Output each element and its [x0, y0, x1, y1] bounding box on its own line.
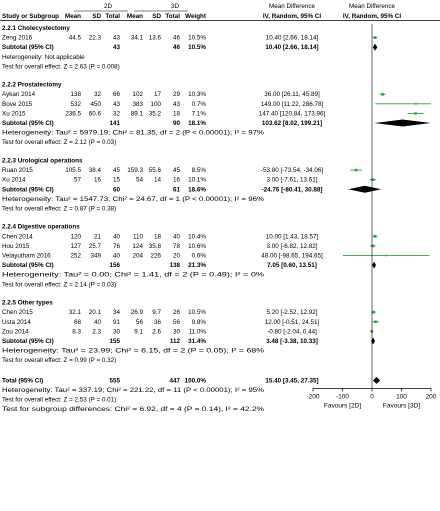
study-total-2d: 76	[112, 242, 120, 250]
study-marker-point	[414, 112, 416, 114]
study-weight: 10.4%	[188, 233, 206, 241]
subtotal-weight: 21.3%	[188, 262, 206, 270]
study-mean-2d: 44.5	[68, 34, 81, 42]
subtotal-total-2d: 155	[109, 337, 120, 345]
header-2d: 2D	[103, 3, 113, 10]
study-ci: 149.00 [11.22, 286.78]	[260, 100, 324, 108]
study-weight: 0.7%	[191, 100, 206, 108]
study-ci: 12.00 [-0.51, 24.51]	[264, 318, 320, 326]
study-total-2d: 32	[112, 110, 120, 118]
study-weight: 10.3%	[188, 91, 206, 99]
subtotal-total-3d: 112	[169, 337, 180, 345]
study-sd-2d: 349	[90, 252, 101, 260]
study-total-3d: 56	[172, 318, 180, 326]
study-ci: 3.00 [-7.61, 13.61]	[266, 176, 318, 184]
study-mean-2d: 105.5	[65, 167, 81, 175]
study-total-2d: 30	[112, 328, 120, 336]
study-marker-point	[355, 169, 358, 172]
study-sd-3d: 226	[150, 252, 161, 260]
study-total-3d: 18	[172, 110, 180, 118]
study-total-2d: 43	[112, 100, 120, 108]
subtotal-ci: -24.76 [-80.41, 30.88]	[261, 186, 323, 194]
study-sd-3d: 100	[150, 100, 161, 108]
study-ci: 48.00 [-98.65, 194.65]	[261, 252, 323, 260]
subtotal-ci: 7.05 [0.60, 13.51]	[267, 262, 317, 270]
study-name: Hou 2015	[2, 242, 30, 250]
study-name: Ruan 2015	[2, 167, 33, 175]
subtotal-diamond	[372, 262, 376, 269]
study-name: Zeng 2016	[2, 34, 33, 42]
study-ci: 10.00 [1.43, 18.57]	[265, 233, 319, 241]
overall-effect-text: Test for overall effect: Z = 2.14 (P = 0.03)	[2, 281, 117, 289]
study-marker-point	[372, 311, 375, 314]
subtotal-label: Subtotal (95% CI)	[2, 262, 54, 270]
study-total-3d: 16	[172, 176, 180, 184]
study-sd-2d: 25.7	[88, 242, 101, 250]
study-sd-2d: 16	[93, 176, 101, 184]
study-marker-point	[374, 320, 377, 323]
study-mean-3d: 26.9	[130, 309, 143, 317]
subgroup-title: 2.2.5 Other types	[2, 299, 53, 307]
study-sd-2d: 450	[90, 100, 101, 108]
subgroup-title: 2.2.4 Digestive operations	[2, 223, 80, 231]
subtotal-diamond	[374, 120, 430, 127]
x-axis-tick-label: 0	[370, 393, 374, 401]
subtotal-diamond	[371, 337, 375, 344]
study-total-2d: 43	[112, 34, 120, 42]
study-marker-point	[381, 93, 384, 96]
subtotal-diamond	[373, 44, 378, 51]
study-ci: 10.40 [2.66, 18.14]	[265, 34, 319, 42]
study-mean-3d: 204	[132, 252, 143, 260]
subtotal-label: Subtotal (95% CI)	[2, 186, 54, 194]
study-marker-point	[374, 235, 377, 238]
study-mean-3d: 102	[132, 91, 143, 99]
study-mean-3d: 34.1	[130, 34, 143, 42]
study-sd-2d: 22.3	[88, 34, 101, 42]
header-col-0: Study or Subgroup	[2, 13, 60, 20]
study-sd-3d: 55.6	[148, 167, 161, 175]
study-name: Aykan 2014	[2, 91, 36, 99]
study-total-3d: 30	[172, 328, 180, 336]
total-overall-effect-text: Test for overall effect: Z = 2.53 (P = 0.01)	[2, 396, 117, 404]
study-total-2d: 40	[112, 233, 120, 241]
study-total-2d: 15	[112, 176, 120, 184]
study-name: Zou 2014	[2, 328, 29, 336]
study-name: Usta 2014	[2, 318, 31, 326]
header-col-9: IV, Random, 95% CI	[342, 13, 402, 20]
study-total-3d: 40	[172, 233, 180, 241]
study-ci: 3.00 [-6.82, 12.82]	[266, 242, 318, 250]
subgroup-title: 2.2.3 Urological operations	[2, 157, 83, 165]
study-name: Xu 2015	[2, 110, 26, 118]
subtotal-weight: 18.1%	[188, 120, 206, 128]
study-weight: 0.6%	[191, 252, 206, 260]
study-weight: 7.1%	[191, 110, 206, 118]
subtotal-total-2d: 141	[109, 120, 120, 128]
subgroup-differences-text: Test for subgroup differences: Chi² = 6.92, df = 4 (P = 0.14), I² = 42.2%	[2, 406, 265, 414]
study-weight: 10.1%	[188, 176, 206, 184]
study-mean-2d: 68	[73, 318, 81, 326]
study-total-2d: 91	[112, 318, 120, 326]
overall-effect-text: Test for overall effect: Z = 0.87 (P = 0.38)	[2, 205, 117, 213]
total-diamond	[373, 377, 380, 384]
study-sd-3d: 36	[153, 318, 161, 326]
study-total-3d: 26	[172, 309, 180, 317]
heterogeneity-text: Heterogeneity: Not applicable	[2, 53, 85, 61]
study-mean-2d: 57	[73, 176, 81, 184]
study-weight: 9.8%	[191, 318, 206, 326]
study-total-3d: 78	[172, 242, 180, 250]
study-weight: 10.5%	[188, 309, 206, 317]
study-mean-3d: 110	[132, 233, 143, 241]
favours-left-label: Favours [2D]	[323, 402, 362, 410]
header-col-7: Weight	[185, 13, 206, 20]
subtotal-weight: 18.6%	[188, 186, 206, 194]
study-mean-3d: 383	[132, 100, 143, 108]
study-ci: 5.20 [-2.52, 12.92]	[266, 309, 318, 317]
total-label: Total (95% CI)	[2, 377, 44, 385]
header-mean-difference-plot: Mean Difference	[348, 3, 396, 10]
total-ci: 15.40 [3.45, 27.35]	[265, 377, 319, 385]
study-total-3d: 29	[172, 91, 180, 99]
study-name: Chen 2015	[2, 309, 33, 317]
subtotal-ci: 10.40 [2.66, 18.14]	[265, 44, 319, 52]
study-ci: -0.80 [-2.04, 0.44]	[267, 328, 317, 336]
study-sd-3d: 13.6	[148, 34, 161, 42]
x-axis-tick-label: -200	[306, 393, 320, 401]
study-mean-2d: 236.5	[65, 110, 81, 118]
study-sd-2d: 2.3	[92, 328, 101, 336]
study-mean-3d: 56	[135, 318, 143, 326]
study-ci: 147.40 [120.84, 173.96]	[258, 110, 326, 118]
overall-effect-text: Test for overall effect: Z = 2.63 (P = 0.008)	[2, 63, 120, 71]
overall-effect-text: Test for overall effect: Z = 2.12 (P = 0.03)	[2, 139, 117, 147]
study-mean-3d: 89.1	[130, 110, 143, 118]
x-axis-tick-label: -100	[335, 393, 350, 401]
study-sd-2d: 21	[93, 233, 101, 241]
subtotal-total-2d: 43	[112, 44, 120, 52]
header-col-1: Mean	[64, 13, 81, 20]
heterogeneity-text: Heterogeneity: Tau² = 0.00; Chi² = 1.41, df = 2 (P = 0.49); I² = 0%	[2, 271, 265, 279]
header-mean-difference: Mean Difference	[268, 3, 316, 10]
study-sd-3d: 35.8	[148, 242, 161, 250]
study-total-3d: 45	[172, 167, 180, 175]
x-axis-tick-label: 200	[425, 393, 437, 401]
study-marker-point	[385, 255, 387, 257]
subtotal-weight: 10.5%	[188, 44, 206, 52]
header-3d: 3D	[170, 3, 180, 10]
subtotal-weight: 31.4%	[188, 337, 206, 345]
study-name: Bove 2015	[2, 100, 33, 108]
study-sd-3d: 18	[153, 233, 161, 241]
subtotal-total-3d: 138	[169, 262, 180, 270]
study-total-2d: 45	[112, 167, 120, 175]
subgroup-title: 2.2.2 Prostatectomy	[2, 81, 62, 89]
study-mean-2d: 252	[70, 252, 81, 260]
total-total-3d: 447	[169, 377, 180, 385]
study-sd-2d: 32	[93, 91, 101, 99]
study-total-3d: 46	[172, 34, 180, 42]
study-mean-2d: 532	[70, 100, 81, 108]
header-col-3: Total	[105, 13, 120, 20]
study-total-2d: 40	[112, 252, 120, 260]
study-total-3d: 20	[172, 252, 180, 260]
heterogeneity-text: Heterogeneity: Tau² = 23.99; Chi² = 6.15, df = 2 (P = 0.05); I² = 68%	[2, 347, 265, 355]
study-sd-3d: 17	[153, 91, 161, 99]
heterogeneity-text: Heterogeneity: Tau² = 5979.19; Chi² = 81.35, df = 2 (P < 0.00001); I² = 97%	[2, 129, 265, 137]
study-name: Chen 2014	[2, 233, 33, 241]
study-weight: 11.0%	[188, 328, 206, 336]
study-sd-3d: 14	[153, 176, 161, 184]
study-name: Xu 2014	[2, 176, 26, 184]
subtotal-label: Subtotal (95% CI)	[2, 337, 54, 345]
total-heterogeneity-text: Heterogeneity: Tau² = 337.19; Chi² = 221.22, df = 11 (P < 0.00001); I² = 95%	[2, 387, 265, 394]
subtotal-total-2d: 156	[109, 262, 120, 270]
study-mean-2d: 120	[70, 233, 81, 241]
study-weight: 8.5%	[191, 167, 206, 175]
study-ci: -53.80 [-73.54, -34.06]	[260, 167, 324, 175]
subtotal-ci: 3.48 [-3.38, 10.33]	[266, 337, 318, 345]
study-mean-2d: 32.1	[68, 309, 81, 317]
study-mean-2d: 138	[70, 91, 81, 99]
x-axis-tick-label: 100	[396, 393, 407, 401]
header-col-6: Total	[165, 13, 180, 20]
subtotal-total-3d: 46	[172, 44, 180, 52]
subtotal-label: Subtotal (95% CI)	[2, 44, 54, 52]
subtotal-total-3d: 61	[172, 186, 180, 194]
total-total-2d: 555	[109, 377, 120, 385]
subtotal-label: Subtotal (95% CI)	[2, 120, 54, 128]
favours-right-label: Favours [3D]	[382, 402, 421, 410]
subtotal-total-2d: 60	[112, 186, 120, 194]
subgroup-title: 2.2.1 Cholecystectomy	[2, 25, 70, 32]
header-col-5: SD	[152, 13, 161, 20]
header-col-4: Mean	[126, 13, 143, 20]
study-sd-2d: 40	[93, 318, 101, 326]
subtotal-diamond	[348, 186, 381, 193]
study-name: Velayutham 2016	[2, 252, 51, 260]
header-col-2: SD	[92, 13, 101, 20]
study-sd-2d: 60.6	[88, 110, 101, 118]
total-weight: 100.0%	[184, 377, 206, 385]
study-total-3d: 43	[172, 100, 180, 108]
study-sd-2d: 20.1	[88, 309, 101, 317]
study-mean-3d: 124	[132, 242, 143, 250]
study-sd-3d: 2.6	[152, 328, 161, 336]
subtotal-ci: 103.62 [8.02, 199.21]	[261, 120, 323, 128]
study-weight: 10.6%	[188, 242, 206, 250]
study-marker-point	[415, 103, 417, 105]
study-marker-point	[374, 36, 377, 39]
study-sd-2d: 38.4	[88, 167, 101, 175]
header-col-8: IV, Random, 95% CI	[262, 13, 322, 20]
study-mean-3d: 54	[135, 176, 143, 184]
study-ci: 36.00 [26.11, 45.89]	[264, 91, 320, 99]
study-total-2d: 66	[112, 91, 120, 99]
study-weight: 10.5%	[188, 34, 206, 42]
heterogeneity-text: Heterogeneity: Tau² = 1547.73; Chi² = 24.67, df = 1 (P < 0.00001); I² = 96%	[2, 195, 265, 203]
study-sd-3d: 35.2	[148, 110, 161, 118]
study-mean-3d: 9.1	[134, 328, 143, 336]
overall-effect-text: Test for overall effect: Z = 0.99 (P = 0.32)	[2, 357, 117, 365]
study-mean-3d: 159.3	[127, 167, 143, 175]
study-mean-2d: 127	[70, 242, 81, 250]
study-sd-3d: 9.7	[152, 309, 161, 317]
study-total-2d: 34	[112, 309, 120, 317]
subtotal-total-3d: 90	[172, 120, 180, 128]
study-mean-2d: 8.3	[72, 328, 81, 336]
